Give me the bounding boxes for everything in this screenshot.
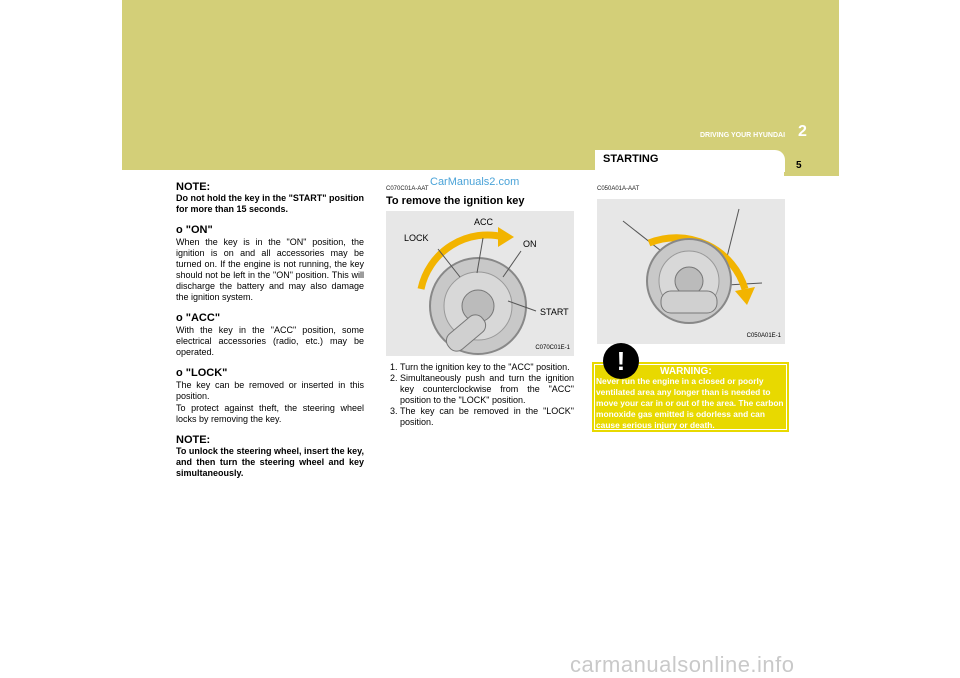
note-text: Do not hold the key in the "START" position for more than 15 seconds. [176,193,364,214]
lock-heading: o "LOCK" [176,367,228,379]
step-2: 2. Simultaneously push and turn the ignition key counterclockwise from the "ACC" position to the "LOCK" position. [400,373,574,406]
ignition-switch-illustration [597,199,785,344]
section-code: C050A01A-AAT [597,186,640,192]
label-on: ON [523,239,537,249]
on-heading: o "ON" [176,224,213,236]
label-start: START [540,307,569,317]
page-number: 5 [796,160,802,171]
note-heading: NOTE: [176,181,211,193]
label-lock: LOCK [404,233,429,243]
ignition-figure-1 [386,211,574,356]
figure-code: C070C01E-1 [535,345,570,351]
watermark-bottom[interactable]: carmanualsonline.info [570,652,795,677]
acc-text: With the key in the "ACC" position, some electrical accessories (radio, etc.) may be operated. [176,325,364,357]
remove-key-heading: To remove the ignition key [386,195,525,207]
warning-exclamation-icon: ! [603,343,639,379]
acc-heading: o "ACC" [176,312,221,324]
steps-list [386,362,574,428]
label-acc: ACC [474,217,494,227]
column-3 [597,184,789,344]
note2-heading: NOTE: [176,434,211,446]
note2-text: To unlock the steering wheel, insert the key, and then turn the steering wheel and key simultaneously. [176,446,364,478]
figure-code: C050A01E-1 [746,333,781,339]
ignition-figure-2 [597,199,785,344]
lock-text-2: To protect against theft, the steering wheel locks by removing the key. [176,403,364,424]
step-1: 1. Turn the ignition key to the "ACC" position. [400,362,574,373]
column-1 [176,182,364,479]
section-code: C070C01A-AAT [386,186,429,192]
column-2 [386,184,574,428]
warning-title: WARNING: [660,366,712,377]
section-title: STARTING [603,153,659,165]
warning-text: Never run the engine in a closed or poorly ventilated area any longer than is needed to move your car in or out of the area. The carbon monoxide gas emitted is odorless and can cause serious injury or death. [596,376,784,430]
chapter-label: DRIVING YOUR HYUNDAI [700,132,786,139]
watermark-top[interactable]: CarManuals2.com [430,176,520,188]
chapter-number: 2 [798,123,807,140]
header-band [122,0,839,170]
step-3: 3. The key can be removed in the "LOCK" position. [400,406,574,428]
header-tab-right [784,154,839,176]
on-text: When the key is in the "ON" position, the ignition is on and all accessories may be turned on. If the engine is not running, the key should not be left in the "ON" position. This will discharge the battery and may also damage the ignition system. [176,237,364,302]
lock-text-1: The key can be removed or inserted in this position. [176,380,364,401]
